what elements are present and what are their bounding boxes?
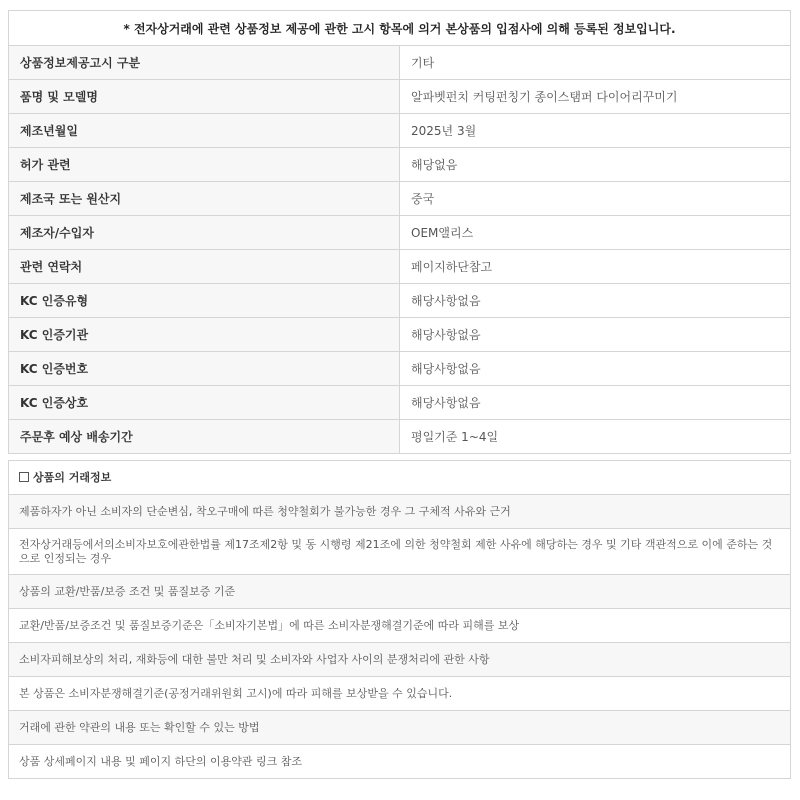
trade-info-question: 상품의 교환/반품/보증 조건 및 품질보증 기준 [9,575,791,609]
info-value: 해당사항없음 [400,352,791,386]
info-label: 제조년월일 [9,114,400,148]
trade-info-answer: 본 상품은 소비자분쟁해결기준(공정거래위원회 고시)에 따라 피해를 보상받을 수 있습니다. [9,677,791,711]
info-row [9,352,791,386]
trade-info-answer: 상품 상세페이지 내용 및 페이지 하단의 이용약관 링크 참조 [9,745,791,779]
info-label: KC 인증번호 [9,352,400,386]
info-value: 해당사항없음 [400,386,791,420]
info-label: 상품정보제공고시 구분 [9,46,400,80]
info-label: KC 인증상호 [9,386,400,420]
info-value: 해당사항없음 [400,318,791,352]
trade-info-answer: 전자상거래등에서의소비자보호에관한법률 제17조제2항 및 동 시행령 제21조에 의한 청약철회 제한 사유에 해당하는 경우 및 기타 객관적으로 이에 준하는 것으로 인정되는 경우 [9,529,791,575]
info-value: OEM앨리스 [400,216,791,250]
trade-info-row [9,643,791,677]
info-label: 제조국 또는 원산지 [9,182,400,216]
trade-info-row [9,575,791,609]
info-label: 품명 및 모델명 [9,80,400,114]
info-row [9,318,791,352]
checkbox-square-icon [19,472,29,482]
info-label: 허가 관련 [9,148,400,182]
trade-info-row [9,677,791,711]
trade-info-question: 소비자피해보상의 처리, 재화등에 대한 불만 처리 및 소비자와 사업자 사이의 분쟁처리에 관한 사항 [9,643,791,677]
product-info-table [8,10,791,454]
product-info-notice [8,10,791,779]
info-label: 주문후 예상 배송기간 [9,420,400,454]
info-value: 페이지하단참고 [400,250,791,284]
info-label: 제조자/수입자 [9,216,400,250]
info-row [9,386,791,420]
trade-info-question: 제품하자가 아닌 소비자의 단순변심, 착오구매에 따른 청약철회가 불가능한 경우 그 구체적 사유와 근거 [9,495,791,529]
trade-info-row [9,609,791,643]
trade-info-header [9,461,791,495]
info-value: 기타 [400,46,791,80]
trade-info-question: 거래에 관한 약관의 내용 또는 확인할 수 있는 방법 [9,711,791,745]
info-row [9,216,791,250]
trade-info-row [9,711,791,745]
info-row [9,114,791,148]
trade-info-row [9,529,791,575]
trade-info-table [8,460,791,779]
info-row [9,420,791,454]
notice-text: * 전자상거래에 관련 상품정보 제공에 관한 고시 항목에 의거 본상품의 입점사에 의해 등록된 정보입니다. [9,11,791,46]
trade-info-header-row [9,461,791,495]
info-row [9,80,791,114]
info-value: 중국 [400,182,791,216]
info-row [9,46,791,80]
trade-info-header-label: 상품의 거래정보 [33,470,112,484]
info-value: 2025년 3월 [400,114,791,148]
info-label: KC 인증유형 [9,284,400,318]
info-row [9,250,791,284]
info-value: 해당사항없음 [400,284,791,318]
info-value: 해당없음 [400,148,791,182]
info-value: 알파벳펀치 커팅펀칭기 종이스탬퍼 다이어리꾸미기 [400,80,791,114]
trade-info-answer: 교환/반품/보증조건 및 품질보증기준은「소비자기본법」에 따른 소비자분쟁해결기준에 따라 피해를 보상 [9,609,791,643]
info-row [9,182,791,216]
info-label: KC 인증기관 [9,318,400,352]
info-row [9,284,791,318]
info-row [9,148,791,182]
trade-info-row [9,495,791,529]
info-label: 관련 연락처 [9,250,400,284]
info-value: 평일기준 1~4일 [400,420,791,454]
notice-row [9,11,791,46]
trade-info-row [9,745,791,779]
